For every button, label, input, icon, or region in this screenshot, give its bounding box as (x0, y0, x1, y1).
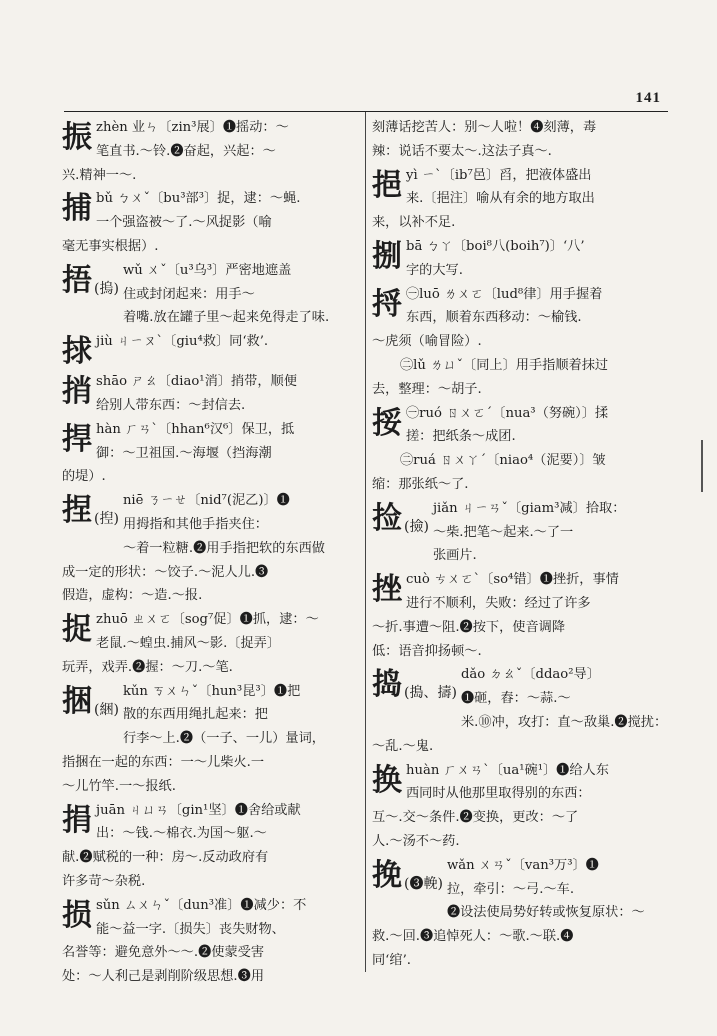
entry-headword: 捎 (62, 374, 92, 410)
entry-text-line: 辣：说话不要太～.这法子真～. (372, 143, 552, 159)
entry-text-line: 来，以补不足. (372, 215, 456, 231)
dictionary-entry (372, 402, 670, 497)
left-column (62, 116, 358, 989)
entry-headword: 捏 (62, 493, 92, 529)
entry-headword: 振 (62, 120, 92, 155)
entry-headword: 捕 (62, 191, 92, 227)
entry-text-line: 出：～钱.～棉衣.为国～躯.～ (96, 826, 267, 842)
entry-headword: 捐 (62, 802, 92, 838)
entry-text-line: 给别人带东西：～封信去. (96, 397, 246, 413)
entry-text-line: ～虎须（喻冒险）. (372, 334, 482, 350)
entry-text-line: 献.❷赋税的一种：房～.反动政府有 (62, 850, 269, 866)
dictionary-entry (62, 418, 358, 489)
entry-text-line: 救.～回.❸追悼死人：～歌.～联.❹ (372, 929, 574, 945)
page-number: 141 (635, 90, 661, 106)
entry-text-line: 的堤）. (62, 469, 106, 485)
entry-headword: 捌 (372, 238, 402, 274)
entry-text-line: 西同时从他那里取得别的东西： (406, 786, 591, 802)
entry-sub-reading-line: 缩：那张纸～了. (372, 476, 469, 492)
entry-text-line: 着嘴.放在罐子里～起来免得走了味. (122, 310, 330, 326)
entry-text-line: bā ㄅㄚ〔boi⁸八(boih⁷)〕‘八’ (406, 238, 585, 254)
entry-text-line: jiù ㄐㄧㄡˋ〔giu⁴救〕同‘救’. (96, 334, 269, 350)
dictionary-entry (62, 116, 358, 187)
dictionary-entry (372, 568, 670, 663)
entry-text-line: ❷设法使局势好转或恢复原状：～ (446, 905, 645, 921)
entry-text-line: 米.⑩冲，攻打：直～敌巢.❷搅扰： (460, 714, 668, 730)
entry-text-line: jiǎn ㄐㄧㄢˇ〔giam³减〕拾取： (432, 500, 626, 516)
dictionary-entry (62, 894, 358, 989)
entry-variant-form: (摀) (94, 280, 119, 297)
entry-text-line: ～乱.～鬼. (372, 738, 434, 754)
entry-text-line: niē ㄋㄧㄝ〔nid⁷(泥乙)〕❶ (122, 493, 290, 509)
entry-text-line: juān ㄐㄩㄢ〔gin¹坚〕❶舍给或献 (96, 802, 301, 818)
entry-text-line: ㊀luō ㄌㄨㄛ〔lud⁸律〕用手握着 (406, 286, 603, 302)
entry-text-line: 处：～人利己是剥削阶级思想.❸用 (62, 969, 265, 985)
entry-text-line: 毫无事实根据）. (62, 238, 159, 254)
entry-text-line: 能～益一字.〔损失〕丧失财物、 (96, 921, 285, 937)
entry-headword: 挼 (372, 405, 402, 441)
entry-headword: 捉 (62, 612, 92, 648)
entry-text-line: 互～.交～条件.❷变换，更改：～了 (372, 810, 579, 826)
dictionary-entry (62, 187, 358, 258)
entry-text-line: 低：语音抑扬顿～. (372, 643, 482, 659)
entry-text-line: 玩弄，戏弄.❷握：～刀.～笔. (62, 659, 233, 675)
entry-text-line: 老鼠.～蝗虫.捕风～影.〔捉弄〕 (96, 635, 281, 651)
entry-text-line: 进行不顺利，失败：经过了许多 (406, 595, 591, 611)
entry-text-line: 张画片. (432, 548, 477, 564)
entry-headword: 捂 (62, 262, 92, 298)
entry-text-line: huàn ㄏㄨㄢˋ〔ua¹碗¹〕❶给人东 (406, 762, 609, 778)
entry-headword: 损 (62, 897, 92, 933)
entry-text-line: 假造，虚构：～造.～报. (62, 588, 203, 604)
dictionary-entry (372, 283, 670, 402)
entry-text-line: ❶砸，舂：～蒜.～ (460, 691, 571, 707)
entry-text-line: ～柴.把笔～起来.～了一 (432, 524, 574, 540)
dictionary-entry (62, 370, 358, 418)
entry-text-line: wǔ ㄨˇ〔u³乌³〕严密地遮盖 (122, 262, 292, 278)
entry-text-line: 成一定的形状：～饺子.～泥人儿.❸ (62, 564, 269, 580)
column-divider (365, 112, 366, 972)
entry-text-line: 东西，顺着东西移动：～榆钱. (406, 310, 582, 326)
dictionary-entry (372, 663, 670, 758)
entry-headword: 捣 (372, 667, 402, 703)
entry-sub-reading-line: 去，整理：～胡子. (372, 381, 482, 397)
entry-text-line: 散的东西用绳扎起来：把 (122, 707, 268, 723)
dictionary-entry (62, 680, 358, 799)
entry-text-line: zhuō ㄓㄨㄛ〔sog⁷促〕❶抓，逮：～ (96, 612, 319, 628)
dictionary-entry (372, 497, 670, 568)
entry-variant-form: (撿) (404, 518, 429, 535)
margin-mark (701, 440, 703, 492)
entry-headword: 换 (372, 762, 402, 798)
entry-text-line: 笔直书.～铃.❷奋起，兴起：～ (96, 143, 276, 159)
entry-headword: 捡 (372, 500, 402, 536)
entry-variant-form: (綑) (94, 701, 119, 718)
entry-text-line: 搓：把纸条～成团. (406, 429, 516, 445)
entry-text-line: 名誉等：避免意外～～.❷使蒙受害 (62, 945, 265, 961)
entry-text-line: cuò ㄘㄨㄛˋ〔so⁴错〕❶挫折，事情 (406, 572, 619, 588)
entry-text-line: hàn ㄏㄢˋ〔hhan⁶汉⁶〕保卫，抵 (96, 421, 295, 437)
entry-headword: 捋 (372, 286, 402, 322)
entry-text-line: 行李～上.❷（一子、一儿）量词， (122, 731, 325, 747)
entry-text-line: ～折.事遭～阻.❷按下，使音调降 (372, 619, 566, 635)
entry-text-line: 兴.精神一～. (62, 167, 137, 183)
entry-headword: 挫 (372, 572, 402, 608)
entry-text-line: 御：～卫祖国.～海堰（挡海潮 (96, 445, 272, 461)
dictionary-entry (62, 799, 358, 894)
entry-text-line: 字的大写. (406, 262, 463, 278)
entry-headword: 捍 (62, 421, 92, 457)
entry-text-line: yì ㄧˋ〔ib⁷邑〕舀，把液体盛出 (406, 167, 592, 183)
entry-variant-form: (❸輓) (404, 875, 443, 892)
entry-text-line: dǎo ㄉㄠˇ〔ddao²导〕 (460, 667, 600, 683)
entry-text-line: bǔ ㄅㄨˇ〔bu³部³〕捉，逮：～蝇. (96, 191, 301, 207)
entry-text-line: ～着一粒糖.❷用手指把软的东西做 (122, 540, 325, 556)
entry-text-line: sǔn ㄙㄨㄣˇ〔dun³准〕❶减少：不 (96, 897, 307, 913)
entry-text-line: shāo ㄕㄠ〔diao¹消〕捎带，顺便 (96, 374, 297, 390)
entry-variant-form: (搗、擣) (404, 685, 457, 702)
entry-text-line: 人.～汤不～药. (372, 833, 460, 849)
entry-text-line: 一个强盗被～了.～风捉影（喻 (96, 215, 272, 231)
dictionary-entry (372, 854, 670, 973)
dictionary-entry (62, 489, 358, 608)
entry-headword: 捄 (62, 334, 92, 370)
dictionary-entry (62, 608, 358, 679)
entry-headword: 挽 (372, 857, 402, 893)
entry-text-line: 许多苛～杂税. (62, 873, 146, 889)
entry-sub-reading-line: ㊁lǔ ㄌㄩˇ〔同上〕用手指顺着抹过 (400, 357, 609, 373)
entry-text-line: 同‘绾’. (372, 952, 411, 968)
entry-text-line: 用拇指和其他手指夹住： (122, 516, 268, 532)
dictionary-entry (62, 330, 358, 370)
dictionary-entry (372, 164, 670, 235)
dictionary-entry (372, 235, 670, 283)
dictionary-entry (372, 116, 670, 164)
entry-variant-form: (揑) (94, 511, 119, 528)
entry-text-line: ～儿竹竿.一～报纸. (62, 778, 176, 794)
dictionary-entry (372, 759, 670, 854)
entry-headword: 捆 (62, 683, 92, 719)
entry-text-line: 刻薄话挖苦人：别～人啦！❹刻薄，毒 (372, 120, 597, 135)
entry-text-line: 拉，牵引：～弓.～车. (446, 881, 575, 897)
entry-text-line: kǔn ㄎㄨㄣˇ〔hun³昆³〕❶把 (122, 683, 301, 699)
right-column (372, 116, 670, 973)
dictionary-entry (62, 259, 358, 330)
entry-text-line: 住或封闭起来：用手～ (122, 286, 255, 302)
entry-text-line: ㊀ruó ㄖㄨㄛˊ〔nua³（努碗）〕揉 (406, 405, 609, 421)
entry-sub-reading-line: ㊁ruá ㄖㄨㄚˊ〔niao⁴（泥要）〕皱 (400, 453, 606, 469)
header-rule (64, 111, 668, 112)
entry-text-line: wǎn ㄨㄢˇ〔van³万³〕❶ (446, 857, 599, 873)
entry-text-line: zhèn 业ㄣ〔zin³展〕❶摇动：～ (96, 120, 289, 135)
entry-text-line: 指捆在一起的东西：一～儿柴火.一 (62, 754, 265, 770)
entry-text-line: 来.〔挹注〕喻从有余的地方取出 (406, 191, 595, 207)
entry-headword: 挹 (372, 167, 402, 203)
